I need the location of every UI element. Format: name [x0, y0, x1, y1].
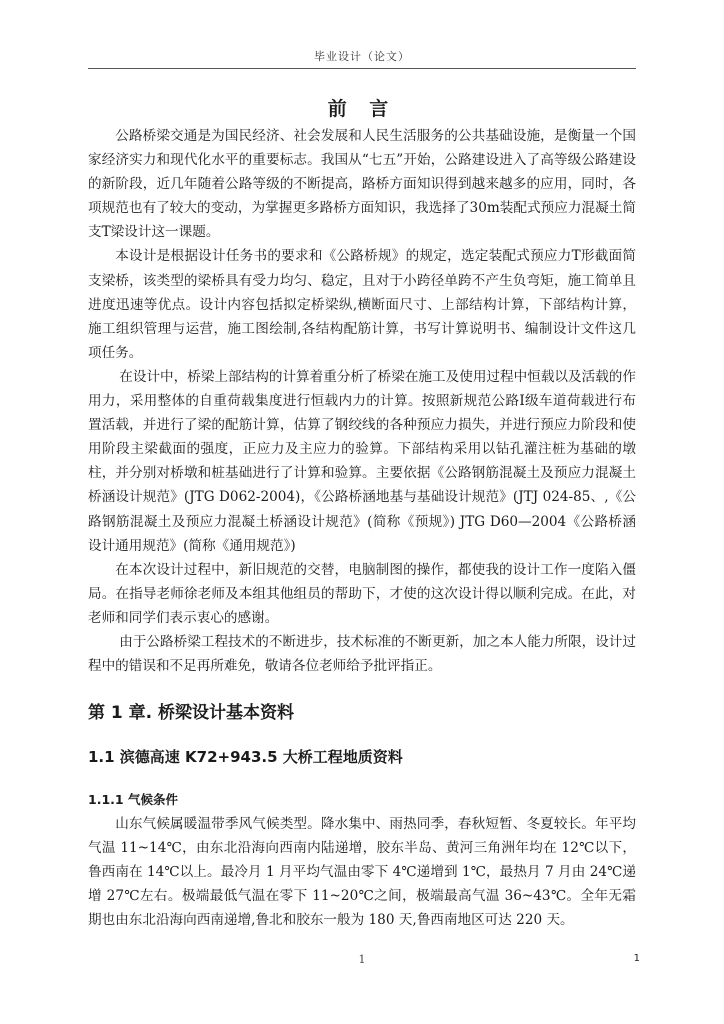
running-header: 毕业设计（论文）	[314, 50, 410, 63]
preface-paragraph-5: 由于公路桥梁工程技术的不断进步，技术标准的不断更新，加之本人能力所限，设计过程中的错误和不足再所难免，敬请各位老师给予批评指正。	[88, 633, 636, 675]
page-number-right: 1	[633, 953, 640, 964]
preface-paragraph-2: 本设计是根据设计任务书的要求和《公路桥规》的规定，选定装配式预应力T形截面简支梁桥，该类型的梁桥具有受力均匀、稳定，且对于小跨径单跨不产生负弯矩，施工简单且进度迅速等优点。设计内容包括拟定桥梁纵,横断面尺寸、上部结构计算，下部结构计算，施工组织管理与运营，施工图绘制,各结构配筋计算，书写计算说明书、编制设计文件这几项任务。	[88, 248, 636, 361]
section-heading: 1.1 滨德高速 K72+943.5 大桥工程地质资料	[88, 748, 403, 766]
preface-title: 前 言	[327, 98, 397, 120]
preface-body	[88, 124, 636, 678]
chapter-heading: 第 1 章. 桥梁设计基本资料	[88, 703, 295, 723]
preface-paragraph-3: 在设计中，桥梁上部结构的计算着重分析了桥梁在施工及使用过程中恒载以及活载的作用力，采用整体的自重荷载集度进行恒载内力的计算。按照新规范公路I级车道荷载进行布置活载，并进行了梁的配筋计算，估算了钢绞线的各种预应力损失，并进行预应力阶段和使用阶段主梁截面的强度，正应力及主应力的验算。下部结构采用以钻孔灌注桩为基础的墩柱，并分别对桥墩和桩基础进行了计算和验算。主要依据《公路钢筋混凝土及预应力混凝土桥涵设计规范》(JTG D062-2004)，《公路桥涵地基与基础设计规范》(JTJ 024-85、,《公路钢筋混凝土及预应力混凝土桥涵设计规范》(简称《预规》) JTG D60—2004《公路桥涵设计通用规范》(简称《通用规范》)	[88, 368, 636, 554]
preface-paragraph-4: 在本次设计过程中，新旧规范的交替，电脑制图的操作，都使我的设计工作一度陷入僵局。在指导老师徐老师及本组其他组员的帮助下，才使的这次设计得以顺利完成。在此，对老师和同学们表示衷心的感谢。	[88, 561, 636, 626]
header-rule	[88, 68, 636, 69]
subsection-heading: 1.1.1 气候条件	[88, 792, 178, 807]
page-number-center: 1	[358, 953, 366, 966]
preface-paragraph-1: 公路桥梁交通是为国民经济、社会发展和人民生活服务的公共基础设施，是衡量一个国家经济实力和现代化水平的重要标志。我国从“七五”开始，公路建设进入了高等级公路建设的新阶段，近几年随着公路等级的不断提高，路桥方面知识得到越来越多的应用，同时，各项规范也有了较大的变动，为掌握更多路桥方面知识，我选择了30m装配式预应力混凝土简支T梁设计这一课题。	[88, 128, 636, 241]
climate-paragraph: 山东气候属暖温带季风气候类型。降水集中、雨热同季，春秋短暂、冬夏较长。年平均气温 11~14℃，由东北沿海向西南内陆递增，胶东半岛、黄河三角洲年均在 12℃以下，鲁西南在 14℃以上。最冷月 1 月平均气温由零下 4℃递增到 1℃，最热月 7 月由 24℃递增 27℃左右。极端最低气温在零下 11~20℃之间，极端最高气温 36~43℃。全年无霜期也由东北沿海向西南递增,鲁北和胶东一般为 180 天,鲁西南地区可达 220 天。	[88, 816, 636, 929]
climate-body	[88, 812, 636, 932]
